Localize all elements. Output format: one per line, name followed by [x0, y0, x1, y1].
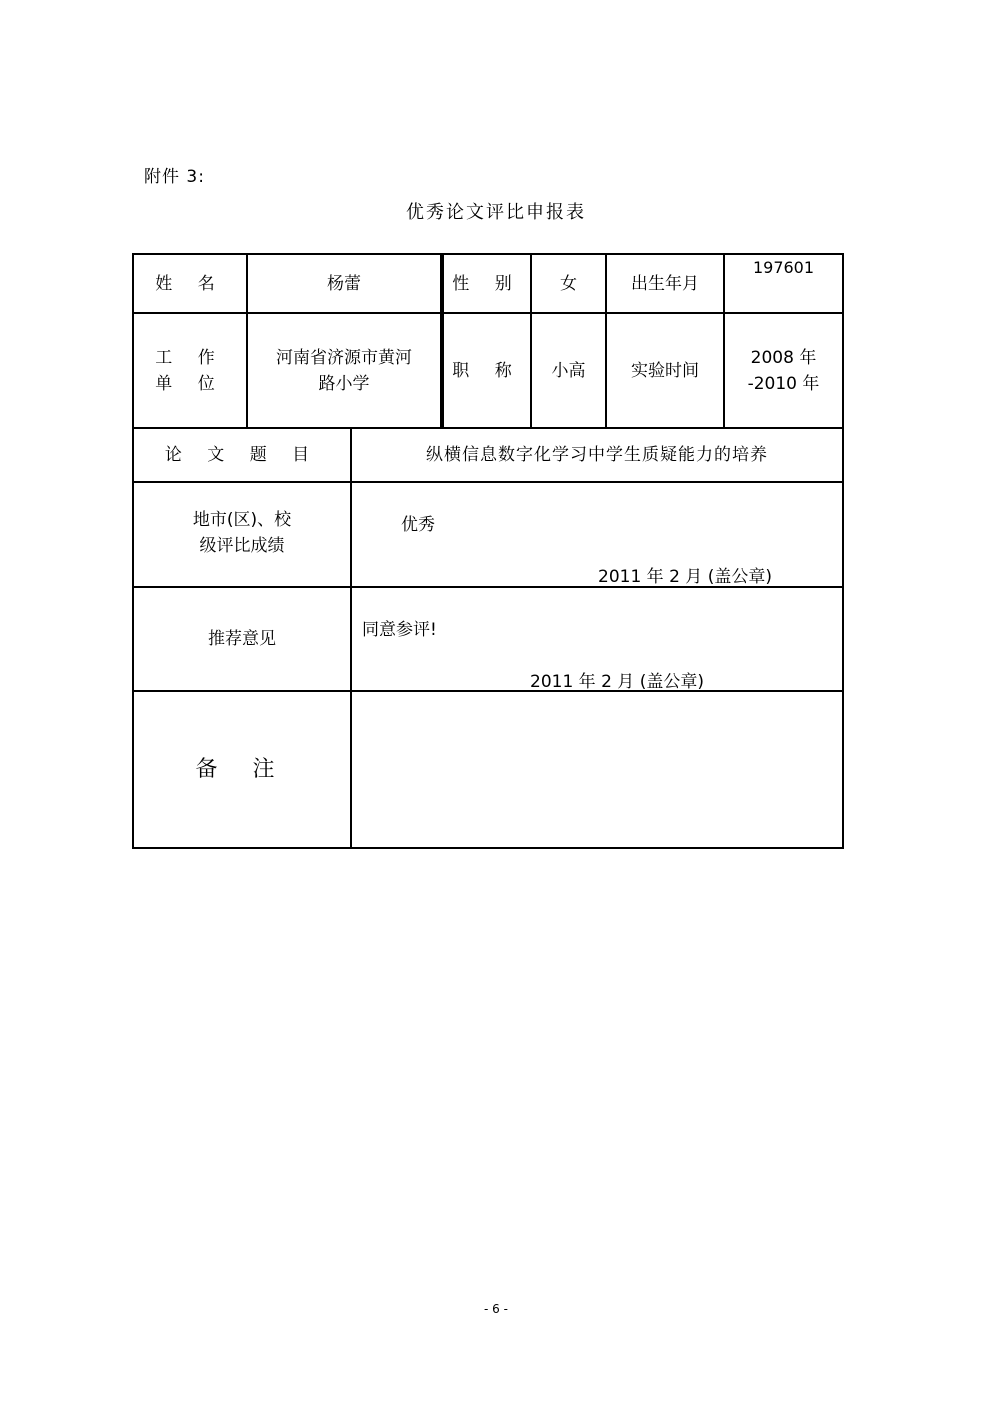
grade-value: 优秀 — [401, 515, 435, 535]
remark-value[interactable] — [352, 692, 842, 847]
grade-label — [134, 483, 350, 586]
work-unit-value — [248, 314, 440, 427]
grade-label-line1: 地市(区)、校 — [192, 510, 292, 530]
name-label: 姓 名 — [155, 273, 225, 294]
birth-value: 197601 — [752, 258, 815, 277]
work-unit-value-line1: 河南省济源市黄河 — [276, 347, 412, 368]
title-label: 职 称 — [452, 360, 522, 381]
name-value: 杨蕾 — [327, 273, 361, 294]
thesis-label: 论 文 题 目 — [164, 445, 320, 465]
period-label: 实验时间 — [631, 360, 699, 381]
grade-label-line2: 级评比成绩 — [199, 536, 285, 556]
work-unit-label-line2: 单 位 — [155, 373, 225, 394]
gender-label: 性 别 — [452, 273, 522, 294]
gender-value: 女 — [560, 273, 577, 294]
work-unit-label — [134, 314, 246, 427]
thesis-value: 纵横信息数字化学习中学生质疑能力的培养 — [426, 445, 768, 465]
page-number: - 6 - — [484, 1302, 508, 1316]
work-unit-value-line2: 路小学 — [318, 373, 370, 394]
work-unit-label-line1: 工 作 — [155, 347, 225, 368]
period-value — [725, 314, 842, 427]
period-value-line2: -2010 年 — [747, 373, 820, 394]
grade-date: 2011 年 2 月 (盖公章) — [598, 567, 772, 587]
recommend-label: 推荐意见 — [208, 629, 276, 649]
recommend-value: 同意参评! — [362, 620, 437, 640]
period-value-line1: 2008 年 — [750, 347, 817, 368]
recommend-date: 2011 年 2 月 (盖公章) — [530, 672, 704, 692]
form-title: 优秀论文评比申报表 — [406, 202, 586, 223]
title-value: 小高 — [551, 360, 586, 381]
birth-label: 出生年月 — [631, 273, 699, 294]
remark-label: 备 注 — [195, 756, 289, 782]
attachment-label: 附件 3: — [144, 167, 205, 187]
